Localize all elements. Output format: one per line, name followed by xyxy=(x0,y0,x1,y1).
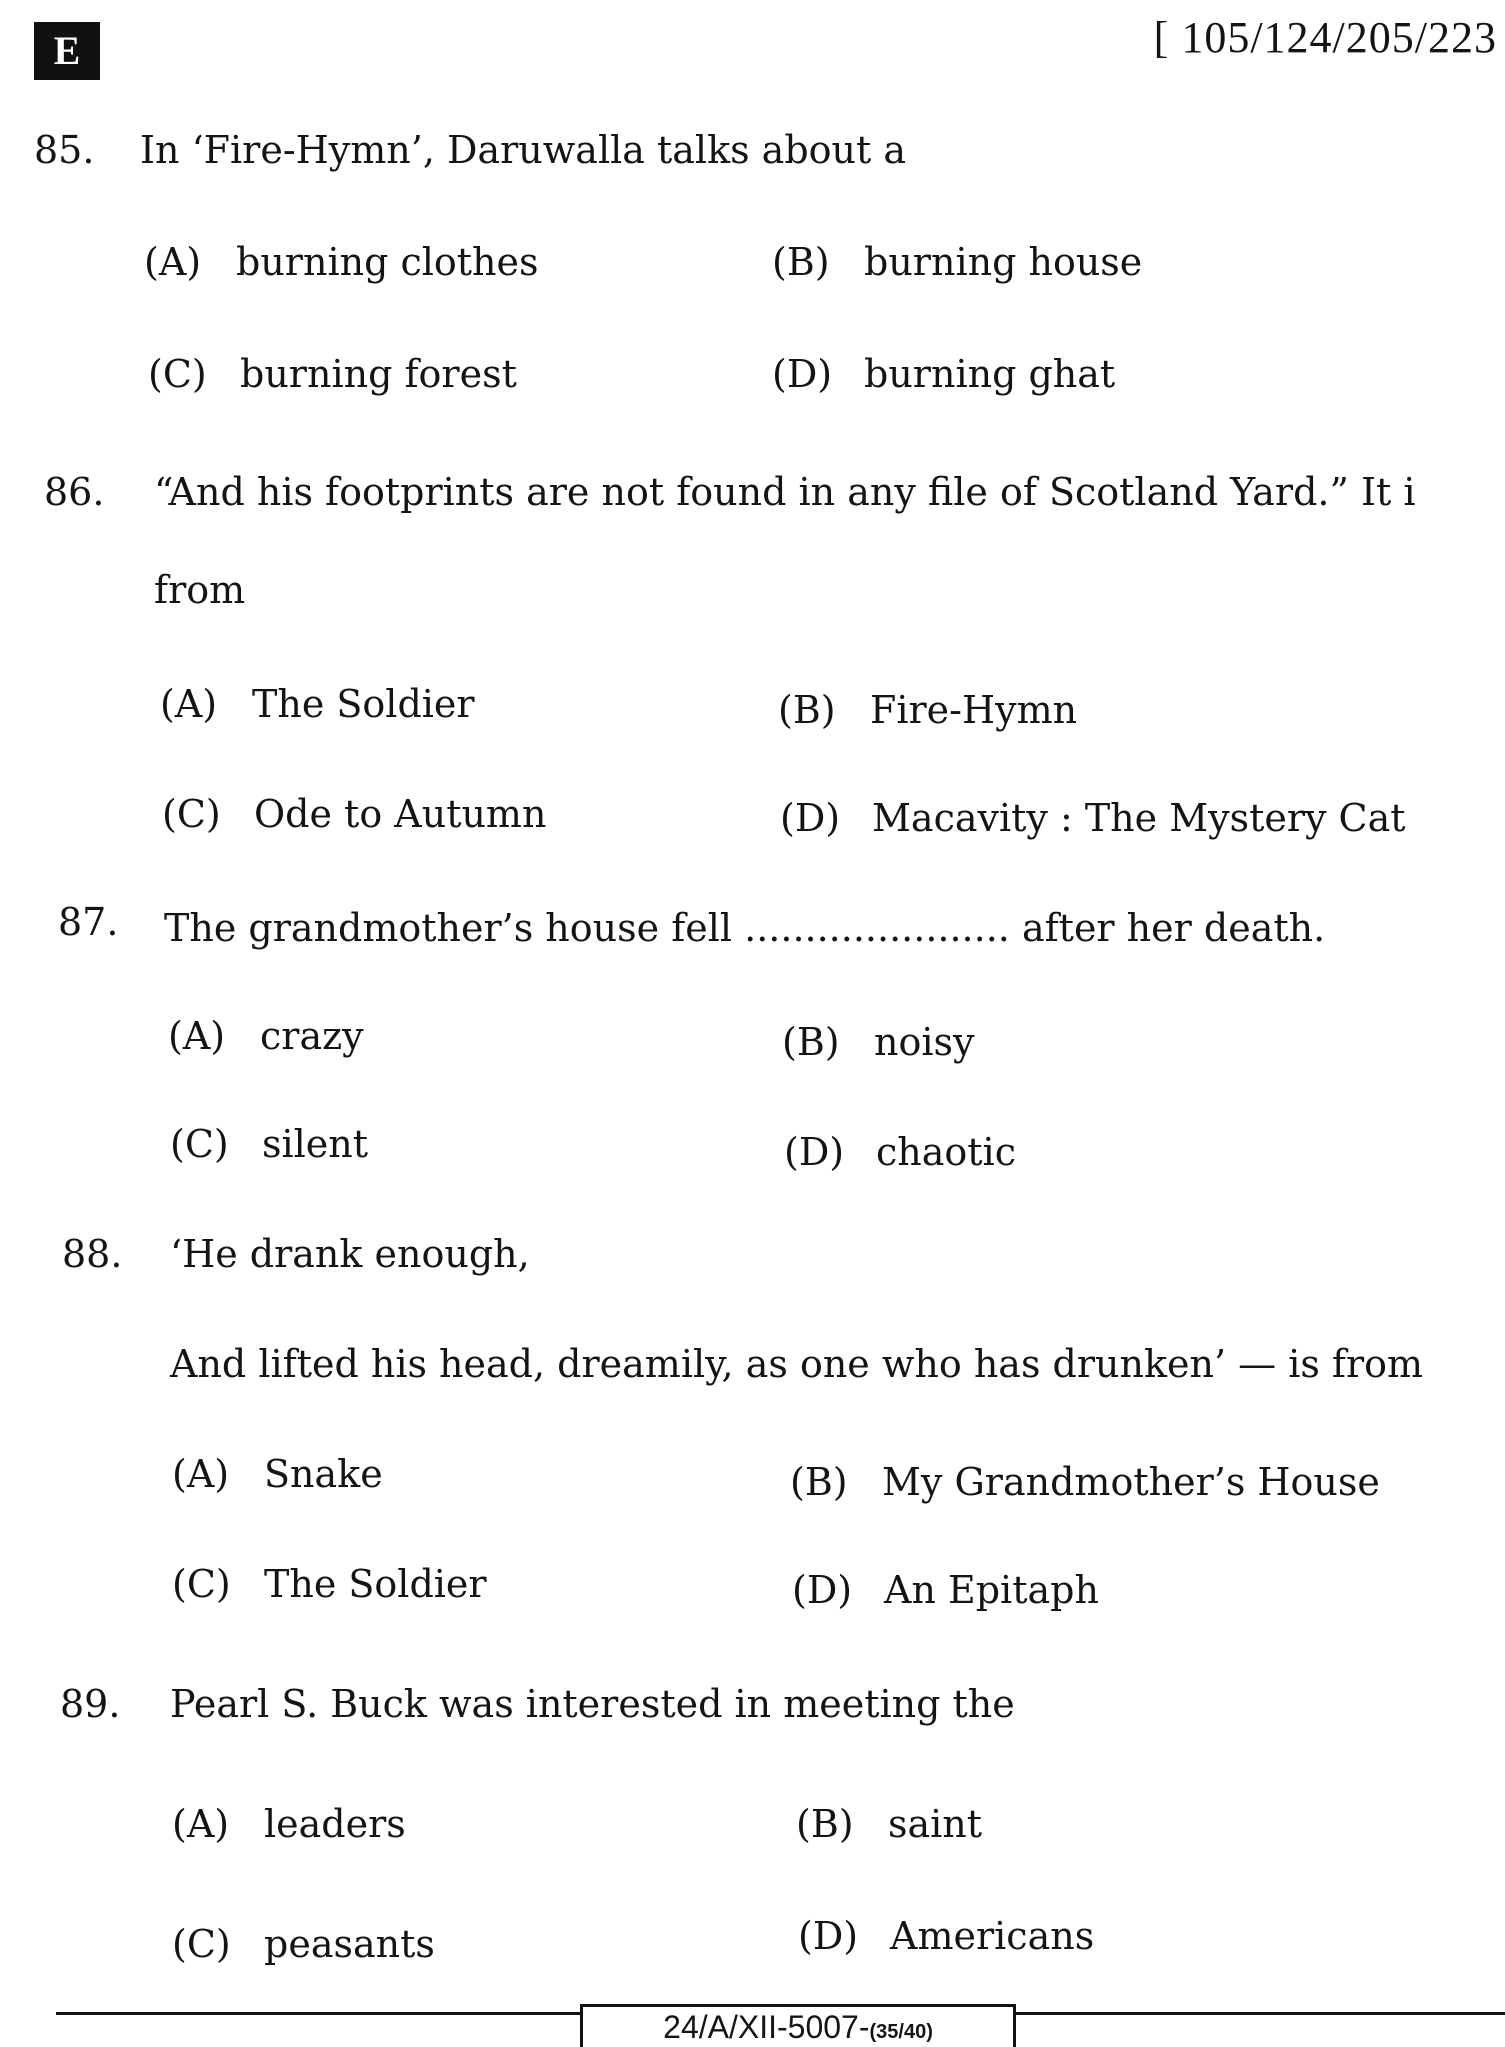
option-text: An Epitaph xyxy=(884,1568,1099,1612)
question-text: Pearl S. Buck was interested in meeting the xyxy=(170,1682,1015,1726)
option-text: Ode to Autumn xyxy=(254,792,547,836)
option-b[interactable] xyxy=(790,1460,1380,1504)
question-text-continued: from xyxy=(154,568,246,612)
footer-code-box xyxy=(580,2004,1016,2047)
paper-code: [ 105/124/205/223 xyxy=(1153,13,1497,62)
footer-page: (35/40) xyxy=(869,2021,933,2043)
question-text: “And his footprints are not found in any file of Scotland Yard.” It i xyxy=(154,470,1416,514)
question-number: 88. xyxy=(62,1232,123,1276)
option-c[interactable] xyxy=(170,1122,368,1166)
option-letter: (B) xyxy=(790,1460,848,1504)
question-number: 89. xyxy=(60,1682,121,1726)
option-letter: (A) xyxy=(172,1452,230,1496)
option-text: saint xyxy=(888,1802,983,1846)
option-letter: (B) xyxy=(782,1020,840,1064)
question-text: The grandmother’s house fell ...................... after her death. xyxy=(164,906,1326,950)
option-d[interactable] xyxy=(772,352,1115,396)
option-letter: (A) xyxy=(168,1014,226,1058)
option-letter: (D) xyxy=(780,796,841,840)
option-c[interactable] xyxy=(148,352,517,396)
option-c[interactable] xyxy=(172,1562,487,1606)
option-letter: (A) xyxy=(144,240,202,284)
option-a[interactable] xyxy=(144,240,539,284)
section-badge: E xyxy=(34,22,100,80)
option-letter: (A) xyxy=(160,682,218,726)
option-text: silent xyxy=(262,1122,369,1166)
option-letter: (B) xyxy=(796,1802,854,1846)
option-letter: (A) xyxy=(172,1802,230,1846)
question-text-continued: And lifted his head, dreamily, as one who has drunken’ — is from xyxy=(170,1342,1424,1386)
option-a[interactable] xyxy=(172,1802,406,1846)
option-b[interactable] xyxy=(782,1020,974,1064)
option-letter: (D) xyxy=(798,1914,859,1958)
option-text: burning clothes xyxy=(236,240,539,284)
question-number: 87. xyxy=(58,900,119,944)
option-b[interactable] xyxy=(772,240,1142,284)
option-b[interactable] xyxy=(796,1802,982,1846)
option-d[interactable] xyxy=(792,1568,1099,1612)
option-d[interactable] xyxy=(784,1130,1016,1174)
option-letter: (C) xyxy=(162,792,221,836)
option-letter: (C) xyxy=(172,1562,231,1606)
option-text: peasants xyxy=(264,1922,435,1966)
option-letter: (B) xyxy=(772,240,830,284)
option-text: burning ghat xyxy=(864,352,1116,396)
option-c[interactable] xyxy=(172,1922,435,1966)
option-a[interactable] xyxy=(168,1014,364,1058)
footer-code: 24/A/XII-5007- xyxy=(663,2009,870,2045)
option-c[interactable] xyxy=(162,792,546,836)
question-number: 86. xyxy=(44,470,105,514)
option-a[interactable] xyxy=(160,682,475,726)
option-text: crazy xyxy=(260,1014,364,1058)
option-letter: (C) xyxy=(172,1922,231,1966)
question-text: ‘He drank enough, xyxy=(170,1232,530,1276)
option-b[interactable] xyxy=(778,688,1077,732)
option-letter: (D) xyxy=(772,352,833,396)
option-text: Americans xyxy=(890,1914,1095,1958)
option-letter: (B) xyxy=(778,688,836,732)
option-text: My Grandmother’s House xyxy=(882,1460,1380,1504)
question-text: In ‘Fire-Hymn’, Daruwalla talks about a xyxy=(140,128,907,172)
option-text: The Soldier xyxy=(252,682,475,726)
option-text: leaders xyxy=(264,1802,406,1846)
option-letter: (C) xyxy=(148,352,207,396)
option-text: burning forest xyxy=(240,352,517,396)
option-letter: (D) xyxy=(792,1568,853,1612)
option-letter: (D) xyxy=(784,1130,845,1174)
option-text: burning house xyxy=(864,240,1143,284)
option-text: The Soldier xyxy=(264,1562,487,1606)
option-d[interactable] xyxy=(798,1914,1094,1958)
option-text: Macavity : The Mystery Cat xyxy=(872,796,1406,840)
option-a[interactable] xyxy=(172,1452,383,1496)
option-text: Fire-Hymn xyxy=(870,688,1078,732)
question-number: 85. xyxy=(34,128,95,172)
option-letter: (C) xyxy=(170,1122,229,1166)
option-text: noisy xyxy=(874,1020,975,1064)
option-text: chaotic xyxy=(876,1130,1016,1174)
option-d[interactable] xyxy=(780,796,1406,840)
option-text: Snake xyxy=(264,1452,383,1496)
